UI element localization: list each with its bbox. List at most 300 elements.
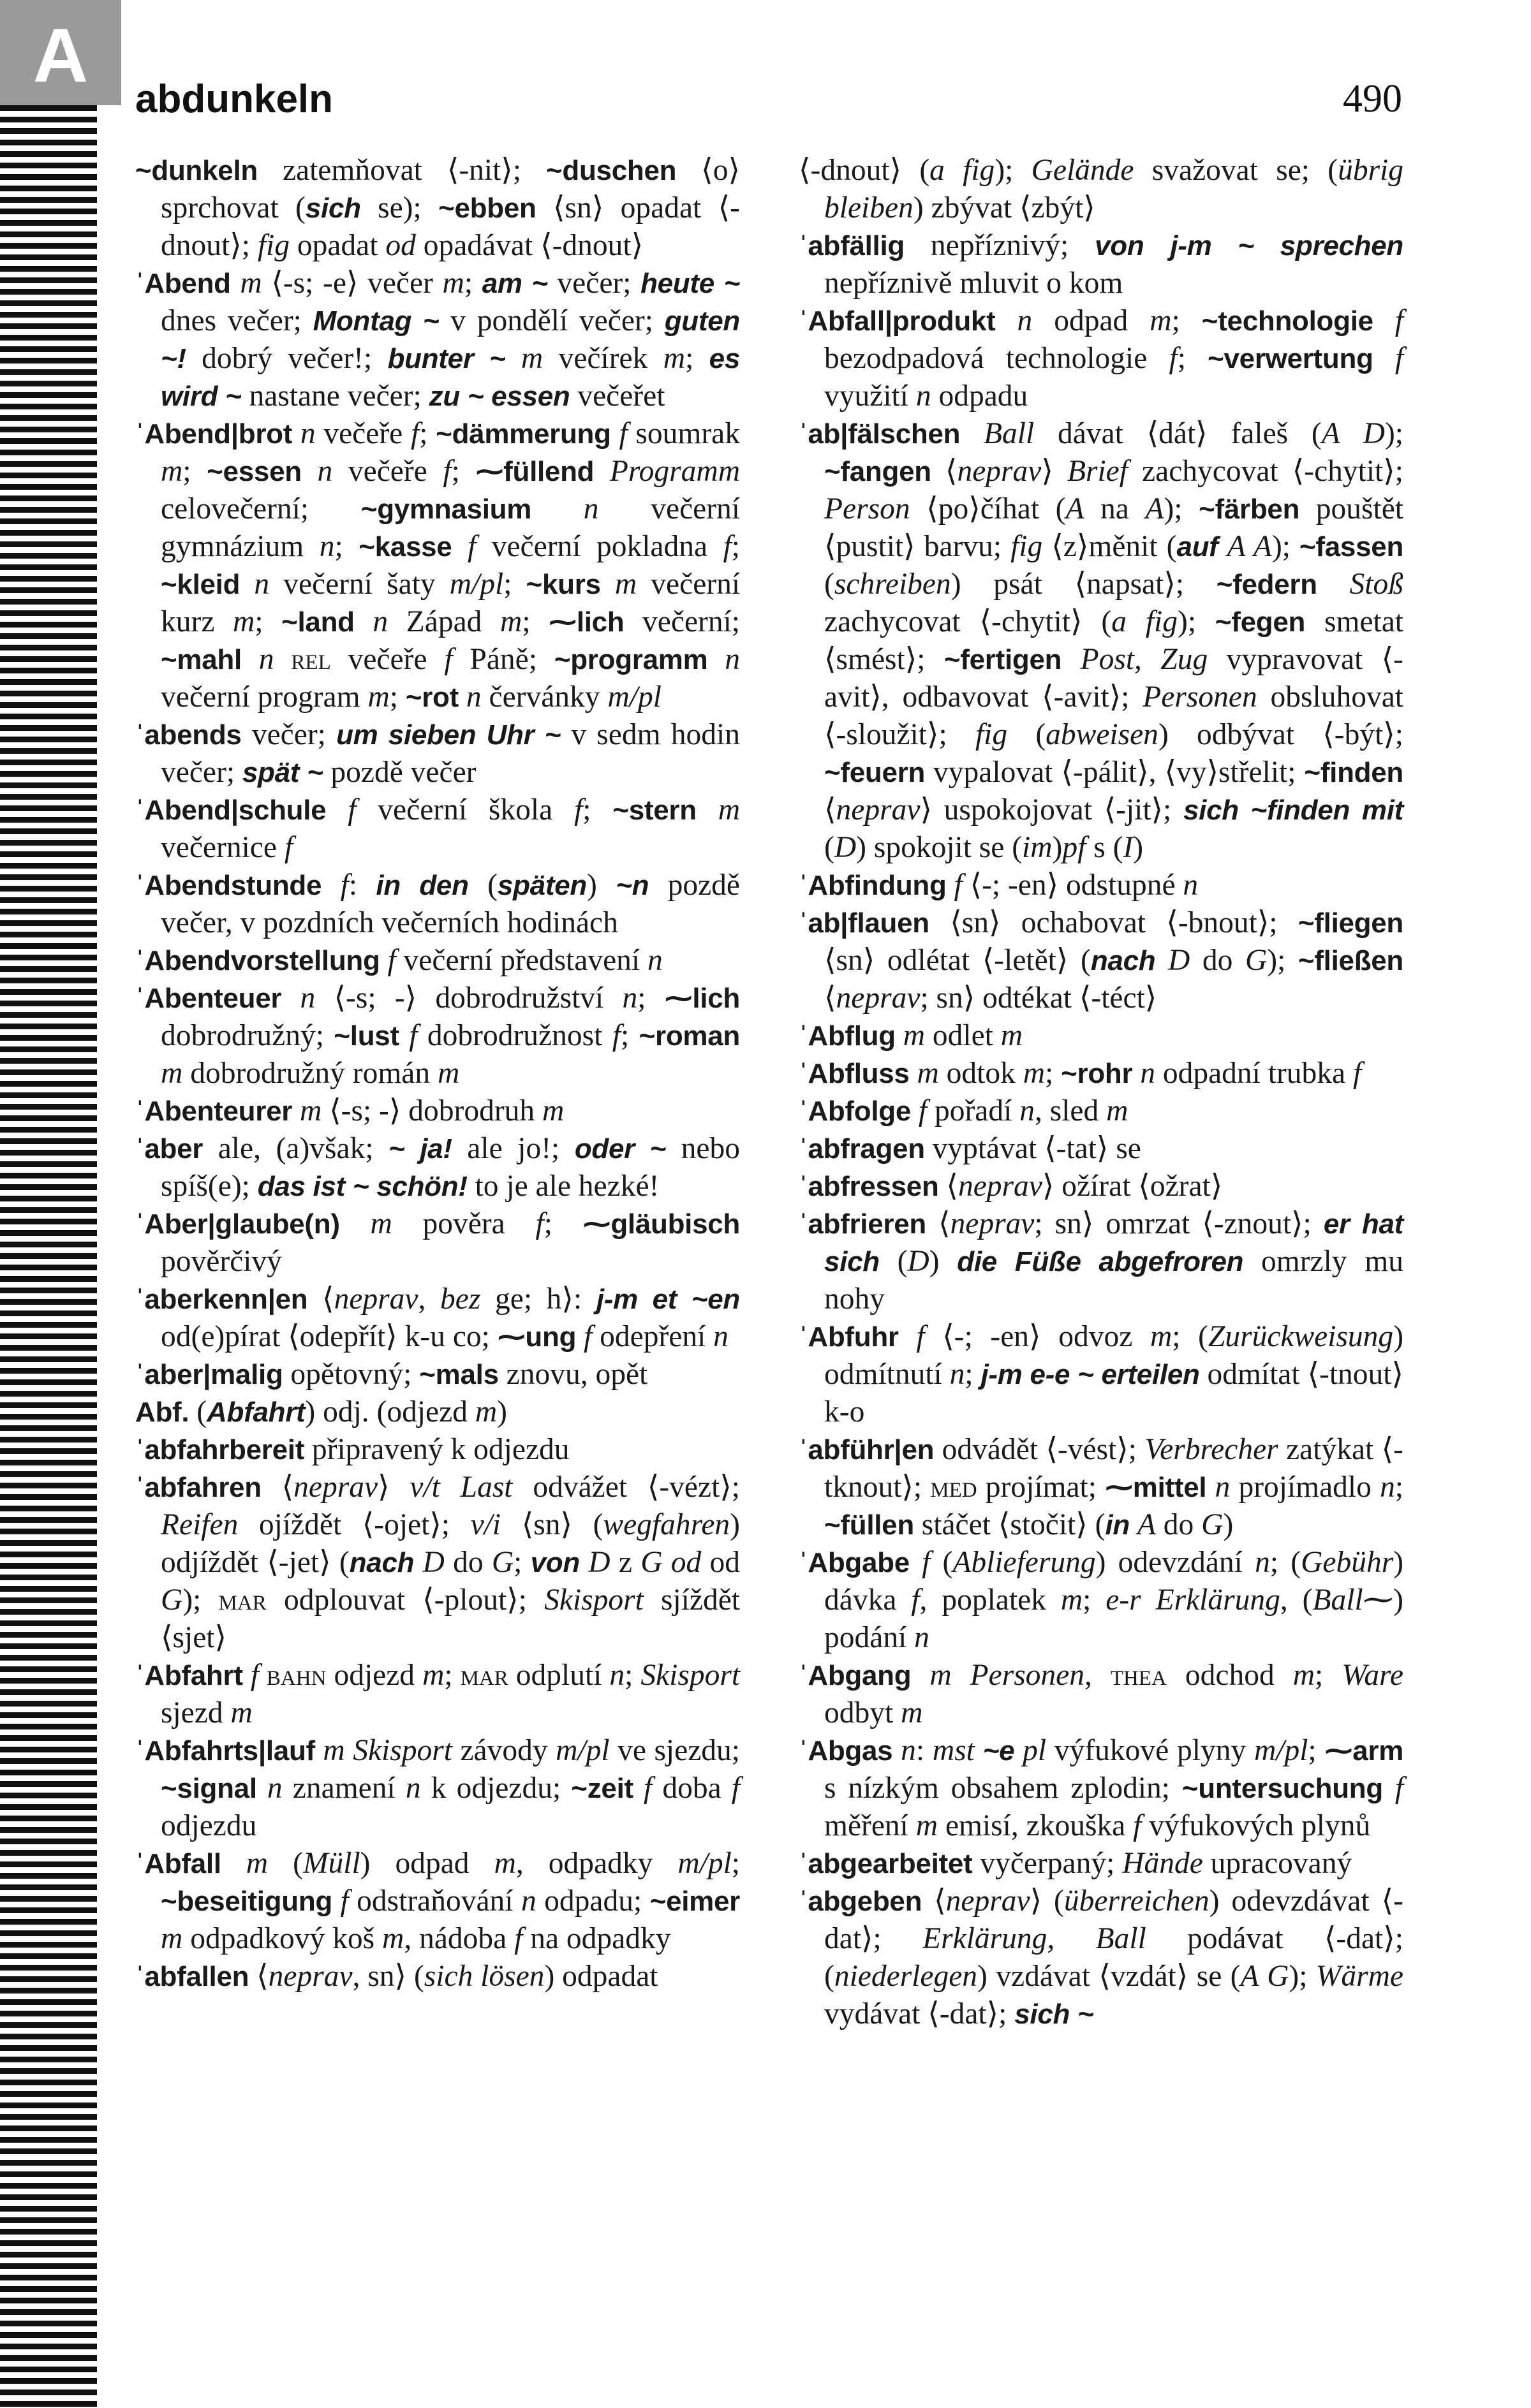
entry-text: na odpadky bbox=[522, 1922, 671, 1955]
entry-text bbox=[1155, 944, 1168, 977]
entry-text: f bbox=[723, 530, 732, 563]
entry-text: od(e)pírat ⟨odepřít⟩ k-u co; bbox=[161, 1320, 498, 1353]
entry-text: Wärme bbox=[1315, 1960, 1403, 1993]
entry-headword: ˈab|fälschen bbox=[799, 418, 961, 450]
entry-text bbox=[1317, 568, 1350, 601]
entry-text: ⟨ bbox=[824, 981, 836, 1015]
entry-text: m bbox=[917, 1057, 939, 1090]
entry-text: ⟩ bbox=[1041, 455, 1067, 488]
entry-text: D bbox=[907, 1245, 929, 1278]
entry-text: ; bbox=[620, 1019, 639, 1052]
entry-text: ) odmítnutí bbox=[824, 1320, 1404, 1391]
dictionary-entry bbox=[799, 867, 1403, 904]
entry-text: m bbox=[915, 1809, 938, 1842]
entry-text: dnes večer; bbox=[161, 304, 313, 337]
entry-text: m Personen bbox=[929, 1659, 1085, 1692]
entry-text: im bbox=[1022, 831, 1053, 864]
entry-text: , poplatek bbox=[919, 1583, 1061, 1617]
entry-text: ; bbox=[503, 568, 526, 601]
entry-text: n bbox=[258, 643, 274, 676]
entry-headword: ˈAbendstunde bbox=[135, 870, 322, 901]
entry-text: ); bbox=[1164, 492, 1199, 525]
entry-text: ~dämmerung bbox=[436, 418, 611, 450]
entry-text: ~kurs bbox=[526, 569, 601, 600]
entry-text bbox=[633, 1772, 644, 1805]
entry-text: Abfahrt bbox=[207, 1397, 306, 1428]
entry-text bbox=[611, 417, 619, 450]
entry-text: ; bbox=[544, 1207, 583, 1240]
entry-text: f bbox=[444, 643, 453, 676]
entry-text: ⁓mittel bbox=[1105, 1472, 1207, 1503]
entry-text: n bbox=[914, 1621, 929, 1654]
entry-text: schreiben bbox=[834, 568, 951, 601]
entry-headword: ˈAbend bbox=[135, 268, 231, 299]
entry-text: ~stern bbox=[612, 795, 697, 826]
entry-text: ~fertigen bbox=[943, 644, 1062, 675]
entry-text: n bbox=[915, 379, 931, 413]
entry-text: ~füllen bbox=[824, 1509, 914, 1541]
entry-text: večer; bbox=[241, 718, 337, 751]
entry-text bbox=[601, 568, 615, 601]
entry-text: doba bbox=[652, 1772, 732, 1805]
entry-text: A D bbox=[1321, 417, 1385, 450]
entry-text: n bbox=[1019, 1094, 1035, 1127]
entry-text: dobrý večer!; bbox=[186, 342, 388, 375]
entry-text: nach bbox=[1090, 945, 1156, 976]
entry-text: ⟩ uspokojovat ⟨-jit⟩; bbox=[920, 793, 1183, 826]
entry-text: ⁓ung bbox=[497, 1321, 577, 1353]
dictionary-entry bbox=[799, 1431, 1403, 1544]
entry-text: ) odevzdávat ⟨-dat⟩; bbox=[824, 1884, 1403, 1955]
entry-text: fig bbox=[257, 229, 290, 262]
entry-text: f bbox=[584, 1320, 593, 1353]
entry-headword: ˈabfahrbereit bbox=[135, 1434, 305, 1465]
entry-text: f bbox=[535, 1207, 544, 1240]
entry-text: sjíždět ⟨sjet⟩ bbox=[161, 1583, 741, 1654]
entry-text bbox=[355, 605, 373, 638]
entry-text: ; bbox=[1177, 342, 1208, 375]
dictionary-entry bbox=[799, 1318, 1403, 1431]
entry-text: Erklärung, Ball bbox=[922, 1922, 1146, 1955]
dictionary-entry bbox=[799, 1017, 1403, 1055]
entry-text: n bbox=[521, 1884, 536, 1918]
entry-text: auf bbox=[1176, 531, 1218, 562]
entry-text: m bbox=[542, 1094, 565, 1127]
entry-text: pověrčivý bbox=[161, 1245, 282, 1278]
entry-text: n bbox=[949, 1358, 965, 1391]
entry-text: m bbox=[521, 342, 544, 375]
entry-text: f bbox=[1394, 304, 1403, 337]
entry-text: ) spokojit se ( bbox=[856, 831, 1023, 864]
entry-text: G od bbox=[640, 1546, 702, 1579]
entry-text: überreichen bbox=[1063, 1884, 1209, 1918]
entry-text: ⟩ ( bbox=[1030, 1884, 1064, 1918]
entry-text: podávat ⟨-dat⟩; ( bbox=[824, 1922, 1403, 1993]
entry-text: f bbox=[731, 1772, 740, 1805]
entry-text: večerní škola bbox=[356, 793, 575, 826]
dictionary-entry bbox=[135, 265, 740, 415]
entry-text: f bbox=[409, 1019, 418, 1052]
entry-text: večeře bbox=[330, 643, 445, 676]
entry-text bbox=[259, 1659, 267, 1692]
entry-text: m bbox=[500, 605, 522, 638]
entry-text: Hände bbox=[1122, 1847, 1203, 1880]
entry-text: rel bbox=[291, 643, 331, 676]
entry-text: m bbox=[233, 605, 255, 638]
entry-text bbox=[322, 869, 340, 902]
dictionary-entry bbox=[799, 1168, 1403, 1205]
entry-text: pozdě večer bbox=[323, 756, 477, 789]
dictionary-entry bbox=[799, 1544, 1403, 1657]
entry-text: ; ( bbox=[1172, 1320, 1208, 1353]
entry-text: neprav bbox=[836, 793, 921, 826]
entry-text: ~fangen bbox=[824, 456, 931, 487]
entry-text: ) vzdávat ⟨vzdát⟩ se ( bbox=[977, 1960, 1241, 1993]
entry-text: ⟨sn⟩ ( bbox=[501, 1508, 603, 1541]
entry-text: ⟨o⟩sprchovat ( bbox=[161, 154, 740, 224]
entry-text: ~duschen bbox=[546, 155, 677, 186]
entry-text: večerní pokladna bbox=[476, 530, 723, 563]
entry-text: a fig bbox=[1111, 605, 1178, 638]
entry-text: pf bbox=[1062, 831, 1086, 864]
entry-text: m bbox=[1023, 1057, 1046, 1090]
entry-text: ⟨-s; -e⟩ večer bbox=[262, 267, 443, 300]
dictionary-entry bbox=[799, 1657, 1403, 1732]
entry-text: ) odevzdání bbox=[1095, 1546, 1255, 1579]
entry-text: odvádět ⟨-vést⟩; bbox=[934, 1433, 1145, 1466]
entry-text: sjezd bbox=[161, 1696, 231, 1729]
entry-text: nepříznivě mluvit o kom bbox=[824, 267, 1123, 300]
entry-text: ~färben bbox=[1199, 494, 1300, 525]
entry-text: večernice bbox=[161, 831, 285, 864]
entry-text: ~ebben bbox=[438, 193, 536, 224]
entry-headword: ˈabfrieren bbox=[799, 1208, 926, 1240]
entry-text: f bbox=[411, 417, 420, 450]
entry-text: m bbox=[901, 1696, 923, 1729]
entry-text: , sled bbox=[1034, 1094, 1107, 1127]
entry-text: ~beseitigung bbox=[161, 1886, 332, 1917]
entry-text: oder ~ bbox=[574, 1133, 667, 1164]
entry-text: ⟨ bbox=[938, 1170, 958, 1203]
entry-text bbox=[315, 1734, 323, 1767]
entry-text: ) bbox=[497, 1395, 507, 1428]
entry-text: od bbox=[385, 229, 416, 262]
entry-text bbox=[399, 1019, 409, 1052]
entry-text: ~signal bbox=[161, 1773, 257, 1804]
entry-text: f bbox=[643, 1772, 653, 1805]
entry-text: ; sn⟩ odtékat ⟨-téct⟩ bbox=[920, 981, 1157, 1015]
entry-text: sich ~finden mit bbox=[1183, 795, 1403, 826]
entry-text bbox=[707, 643, 725, 676]
entry-headword: ˈaber|malig bbox=[135, 1359, 283, 1390]
entry-text: in den bbox=[376, 870, 469, 901]
entry-text: neprav bbox=[293, 1471, 378, 1504]
entry-text: : bbox=[348, 869, 376, 902]
entry-text: ~mahl bbox=[161, 644, 242, 675]
entry-text: m bbox=[161, 1922, 183, 1955]
entry-text: večeřet bbox=[570, 379, 665, 413]
entry-text: závody bbox=[452, 1734, 556, 1767]
entry-text: opadávat ⟨-dnout⟩ bbox=[415, 229, 644, 262]
entry-text: smetat ⟨smést⟩; bbox=[824, 605, 1404, 676]
entry-text: j-m e-e ~ erteilen bbox=[980, 1359, 1200, 1390]
entry-text: na bbox=[1084, 492, 1146, 525]
entry-text: ; bbox=[444, 1659, 461, 1692]
entry-text: n bbox=[1215, 1471, 1231, 1504]
entry-text: G bbox=[491, 1546, 514, 1579]
entry-text: A bbox=[1137, 1508, 1156, 1541]
entry-text: odjezd bbox=[326, 1659, 423, 1692]
entry-text: odplouvat ⟨-plout⟩; bbox=[266, 1583, 545, 1617]
entry-text: zachycovat ⟨-chytit⟩ ( bbox=[824, 605, 1112, 638]
entry-text: , bbox=[1084, 1659, 1111, 1692]
entry-text: f bbox=[340, 869, 349, 902]
entry-text: ( bbox=[468, 869, 498, 902]
entry-text: ⁓gläubisch bbox=[582, 1208, 741, 1240]
dictionary-entry bbox=[135, 152, 740, 265]
entry-text: ⟨po⟩číhat ( bbox=[910, 492, 1066, 525]
entry-text: m bbox=[422, 1659, 445, 1692]
entry-text: D bbox=[834, 831, 857, 864]
entry-text: ; bbox=[334, 530, 359, 563]
entry-headword: ˈAbfahrt bbox=[135, 1660, 243, 1691]
entry-text: neprav bbox=[334, 1282, 418, 1316]
entry-text: f bbox=[911, 1583, 920, 1617]
entry-text: ~essen bbox=[207, 456, 302, 487]
entry-text bbox=[1373, 342, 1395, 375]
entry-text bbox=[1218, 530, 1227, 563]
entry-text: Zurückweisung bbox=[1208, 1320, 1394, 1353]
entry-text: ⟨-; -en⟩ odvoz bbox=[924, 1320, 1150, 1353]
entry-text: Ball bbox=[984, 417, 1035, 450]
entry-text: ; bbox=[464, 267, 482, 300]
entry-text: omrzly mu nohy bbox=[824, 1245, 1403, 1316]
entry-text: späten bbox=[497, 870, 587, 901]
entry-text: ⟨ bbox=[926, 1207, 950, 1240]
entry-text: ale, (a)však; bbox=[203, 1132, 389, 1165]
dictionary-entry bbox=[135, 942, 740, 980]
entry-text: ( bbox=[824, 568, 834, 601]
entry-text bbox=[414, 1546, 422, 1579]
entry-text bbox=[1061, 643, 1080, 676]
entry-text: Personen bbox=[1143, 680, 1257, 714]
entry-text: ; bbox=[1171, 304, 1202, 337]
entry-text: pověra bbox=[392, 1207, 536, 1240]
entry-text: ⁓lich bbox=[664, 983, 740, 1014]
entry-text: das ist ~ schön! bbox=[257, 1171, 468, 1202]
entry-text: m/pl bbox=[677, 1847, 732, 1880]
entry-text: m bbox=[367, 680, 390, 714]
entry-text: odtok bbox=[938, 1057, 1023, 1090]
entry-text bbox=[380, 944, 388, 977]
entry-text: projímadlo bbox=[1230, 1471, 1380, 1504]
entry-text: f bbox=[443, 455, 452, 488]
entry-text: Páně; bbox=[452, 643, 554, 676]
entry-text: m bbox=[494, 1847, 516, 1880]
entry-text: ; bbox=[1083, 1583, 1106, 1617]
entry-text: odpadkový koš bbox=[182, 1922, 383, 1955]
entry-text: f bbox=[514, 1922, 523, 1955]
entry-text: ); bbox=[1384, 417, 1403, 450]
entry-text: ; bbox=[582, 793, 613, 826]
entry-text: D bbox=[588, 1546, 610, 1579]
entry-text: ) bbox=[1052, 831, 1063, 864]
entry-text: , bbox=[418, 1282, 440, 1316]
entry-text bbox=[576, 1320, 584, 1353]
running-headword: abdunkeln bbox=[135, 77, 334, 121]
entry-text bbox=[242, 643, 259, 676]
entry-text: A bbox=[1145, 492, 1164, 525]
entry-text: ~kasse bbox=[359, 531, 452, 562]
dictionary-entry bbox=[135, 1469, 740, 1657]
dictionary-entry bbox=[135, 1958, 740, 1995]
entry-text: f bbox=[619, 417, 628, 450]
entry-headword: ˈabgearbeitet bbox=[799, 1848, 973, 1879]
entry-text: Programm bbox=[609, 455, 741, 488]
entry-text: ⟨sn⟩ ochabovat ⟨-bnout⟩; bbox=[929, 906, 1298, 939]
entry-text: pl bbox=[1023, 1734, 1047, 1767]
entry-text: n bbox=[725, 643, 741, 676]
dictionary-entry bbox=[799, 1055, 1403, 1092]
thumb-index-stripe bbox=[0, 105, 97, 2408]
entry-text bbox=[896, 1019, 903, 1052]
entry-text: ; bbox=[731, 1847, 740, 1880]
entry-headword: ˈabends bbox=[135, 719, 242, 751]
entry-text: znovu, opět bbox=[498, 1358, 648, 1391]
entry-text: n bbox=[1255, 1546, 1270, 1579]
entry-text: ); bbox=[1289, 1960, 1316, 1993]
entry-text: m/pl bbox=[607, 680, 662, 714]
entry-text bbox=[697, 793, 718, 826]
entry-text: ⟩ bbox=[378, 1471, 410, 1504]
entry-text: k odjezdu; bbox=[420, 1772, 572, 1805]
entry-text: neprav bbox=[958, 1170, 1042, 1203]
entry-text: m bbox=[1106, 1094, 1128, 1127]
entry-text: f bbox=[1352, 1057, 1362, 1090]
dictionary-entry bbox=[135, 1732, 740, 1845]
entry-text: do bbox=[1190, 944, 1245, 977]
entry-text: vyčerpaný; bbox=[972, 1847, 1123, 1880]
entry-text: obsluhovat ⟨-sloužit⟩; bbox=[824, 680, 1403, 751]
dictionary-entry bbox=[799, 1092, 1403, 1130]
entry-text: m/pl bbox=[1254, 1734, 1308, 1767]
entry-text: ⟨ bbox=[307, 1282, 334, 1316]
entry-text: m bbox=[230, 1696, 253, 1729]
entry-text: mar bbox=[218, 1583, 267, 1617]
entry-text: stáčet ⟨stočit⟩ ( bbox=[913, 1508, 1106, 1541]
entry-text: n bbox=[622, 981, 638, 1015]
entry-text bbox=[899, 1320, 917, 1353]
entry-text: ) odpad bbox=[360, 1847, 494, 1880]
entry-text: Gelände bbox=[1031, 154, 1134, 187]
entry-text: , ( bbox=[1280, 1583, 1313, 1617]
letter-tab bbox=[0, 0, 121, 105]
entry-text: Ablieferung bbox=[952, 1546, 1096, 1579]
entry-text: ~rohr bbox=[1061, 1058, 1133, 1089]
entry-text: dobrodružnost bbox=[417, 1019, 612, 1052]
entry-text: upracovaný bbox=[1202, 1847, 1352, 1880]
entry-text: ( bbox=[189, 1395, 207, 1428]
entry-text: n bbox=[1140, 1057, 1155, 1090]
entry-text: m bbox=[475, 1395, 498, 1428]
entry-text bbox=[340, 1207, 371, 1240]
entry-text: ~eimer bbox=[649, 1886, 740, 1917]
entry-text: f bbox=[1133, 1809, 1142, 1842]
entry-text: m bbox=[442, 267, 464, 300]
entry-text: , nádoba bbox=[404, 1922, 515, 1955]
entry-text: odjezdu bbox=[161, 1809, 257, 1842]
entry-text: nebo spíš(e); bbox=[161, 1132, 740, 1203]
entry-text: er hat sich bbox=[824, 1208, 1403, 1277]
entry-text: m bbox=[1150, 304, 1172, 337]
dictionary-entry bbox=[799, 227, 1403, 302]
entry-text bbox=[594, 455, 610, 488]
entry-text: n bbox=[901, 1734, 916, 1767]
entry-headword: ˈAbfolge bbox=[799, 1096, 912, 1127]
entry-text: ; bbox=[625, 1659, 641, 1692]
entry-text: j-m et ~en bbox=[596, 1284, 740, 1315]
dictionary-entry bbox=[135, 1205, 740, 1281]
entry-text: to je ale hezké! bbox=[467, 1170, 660, 1203]
entry-text: večeře bbox=[332, 455, 443, 488]
entry-text: zatemňovat ⟨-nit⟩; bbox=[257, 154, 546, 187]
entry-text: in bbox=[1105, 1509, 1130, 1541]
entry-text: dobrodružný; bbox=[161, 1019, 334, 1052]
entry-text: ~fließen bbox=[1298, 945, 1404, 976]
entry-text bbox=[452, 530, 468, 563]
entry-headword: ˈabgeben bbox=[799, 1886, 922, 1917]
entry-headword: ˈabführ|en bbox=[799, 1434, 935, 1465]
entry-text bbox=[302, 455, 318, 488]
entry-headword: ˈAbfindung bbox=[799, 870, 947, 901]
entry-text: von bbox=[530, 1547, 580, 1578]
entry-text bbox=[332, 1884, 340, 1918]
dictionary-entry bbox=[799, 1883, 1403, 2033]
entry-text: opadat bbox=[289, 229, 386, 262]
entry-text: ( bbox=[879, 1245, 908, 1278]
entry-text: nepříznivý; bbox=[904, 229, 1095, 262]
entry-text: pouštět ⟨pustit⟩ barvu; bbox=[824, 492, 1403, 563]
entry-text: f bbox=[574, 793, 583, 826]
dictionary-entry bbox=[135, 980, 740, 1092]
entry-text: odplutí bbox=[508, 1659, 610, 1692]
entry-text: n bbox=[267, 1772, 283, 1805]
entry-text: heute ~ bbox=[640, 268, 740, 299]
entry-text: vydávat ⟨-dat⟩; bbox=[824, 1997, 1015, 2030]
entry-text: v/i bbox=[470, 1508, 501, 1541]
entry-text: ); bbox=[182, 1583, 219, 1617]
entry-text: sich bbox=[305, 193, 361, 224]
entry-text: m bbox=[663, 342, 686, 375]
entry-text: ~kleid bbox=[161, 569, 240, 600]
entry-text: übrig bleiben bbox=[824, 154, 1403, 224]
entry-text: n bbox=[647, 944, 663, 977]
entry-text: n bbox=[1183, 869, 1199, 902]
entry-text: večerní; bbox=[624, 605, 740, 638]
entry-headword: ˈAbend|schule bbox=[135, 795, 327, 826]
entry-text: m bbox=[1150, 1320, 1172, 1353]
entry-text: am ~ bbox=[482, 268, 548, 299]
entry-text: f bbox=[250, 1659, 259, 1692]
entry-text: D bbox=[422, 1546, 445, 1579]
entry-text: ; bbox=[522, 605, 549, 638]
entry-text bbox=[1373, 304, 1395, 337]
entry-text: svažovat se; ( bbox=[1134, 154, 1338, 187]
entry-text: m/pl bbox=[556, 1734, 610, 1767]
entry-text: večírek bbox=[543, 342, 663, 375]
entry-text: Verbrecher bbox=[1144, 1433, 1278, 1466]
entry-text bbox=[292, 417, 300, 450]
